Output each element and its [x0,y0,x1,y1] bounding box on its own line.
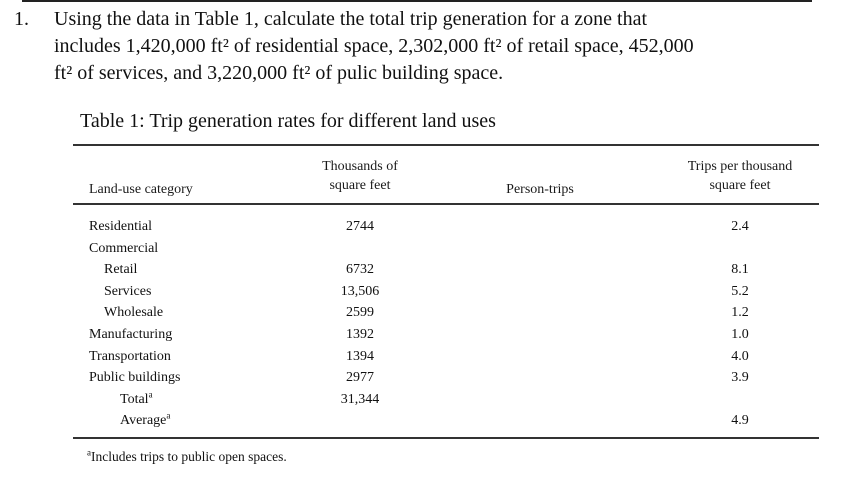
table-row [0,216,844,238]
table-bottom-rule [73,437,819,439]
row-category: Services [104,283,152,299]
row-category: Commercial [89,240,159,256]
row-rate: 2.4 [731,219,749,234]
header-person-trips: Person-trips [506,182,574,197]
row-rate: 8.1 [731,262,749,278]
table-row [0,259,844,281]
row-sqft: 13,506 [340,283,380,299]
table-row [0,238,844,260]
header-category: Land-use category [89,182,193,197]
row-rate: 1.0 [731,326,749,342]
row-rate: 3.9 [731,370,749,386]
header-rate-line-1: Trips per thousand [687,159,793,174]
row-category-label: Total [120,391,149,407]
row-sqft: 6732 [346,262,374,278]
row-rate: 4.9 [731,413,749,429]
table-row [0,367,844,389]
row-sqft: 31,344 [340,391,380,407]
header-sqft [300,157,420,195]
row-category: Public buildings [89,370,181,386]
row-category-average [120,410,170,432]
table-row [0,389,844,411]
row-sqft: 2744 [346,219,374,234]
question [14,6,804,87]
table-row [0,324,844,346]
row-rate: 4.0 [731,348,749,364]
row-category-total [120,389,153,411]
row-rate: 1.2 [731,305,749,321]
table-row [0,302,844,324]
header-sqft-line-2: square feet [329,178,391,193]
question-line-3: ft² of services, and 3,220,000 ft² of pulic building space. [54,62,504,84]
row-category: Transportation [89,348,171,364]
question-text [54,6,804,87]
row-sqft: 2977 [346,370,374,386]
question-number: 1. [14,8,29,30]
row-footnote-marker: a [148,389,153,400]
row-sqft: 1392 [346,326,374,342]
footnote-marker: a [87,447,91,458]
table-row [0,281,844,303]
row-sqft: 2599 [346,305,374,321]
row-category: Manufacturing [89,326,173,342]
header-rate-line-2: square feet [709,178,771,193]
row-category: Residential [89,219,152,234]
question-line-2: includes 1,420,000 ft² of residential space, 2,302,000 ft² of retail space, 452,000 [54,35,694,57]
header-rule [73,203,819,205]
table-caption: Table 1: Trip generation rates for different land uses [80,110,496,132]
question-line-1: Using the data in Table 1, calculate the total trip generation for a zone that [54,8,648,30]
table-top-rule [73,144,819,146]
row-category: Retail [104,262,138,278]
table-row [0,410,844,432]
header-rate [660,157,820,195]
header-sqft-line-1: Thousands of [322,159,398,174]
top-rule [22,0,812,2]
row-rate: 5.2 [731,283,749,299]
table-body [0,216,844,432]
row-category-label: Average [120,413,167,429]
table-footnote [87,449,287,465]
row-category: Wholesale [104,305,164,321]
row-sqft: 1394 [346,348,374,364]
table-row [0,346,844,368]
row-footnote-marker: a [166,410,171,421]
footnote-text: Includes trips to public open spaces. [91,449,287,464]
